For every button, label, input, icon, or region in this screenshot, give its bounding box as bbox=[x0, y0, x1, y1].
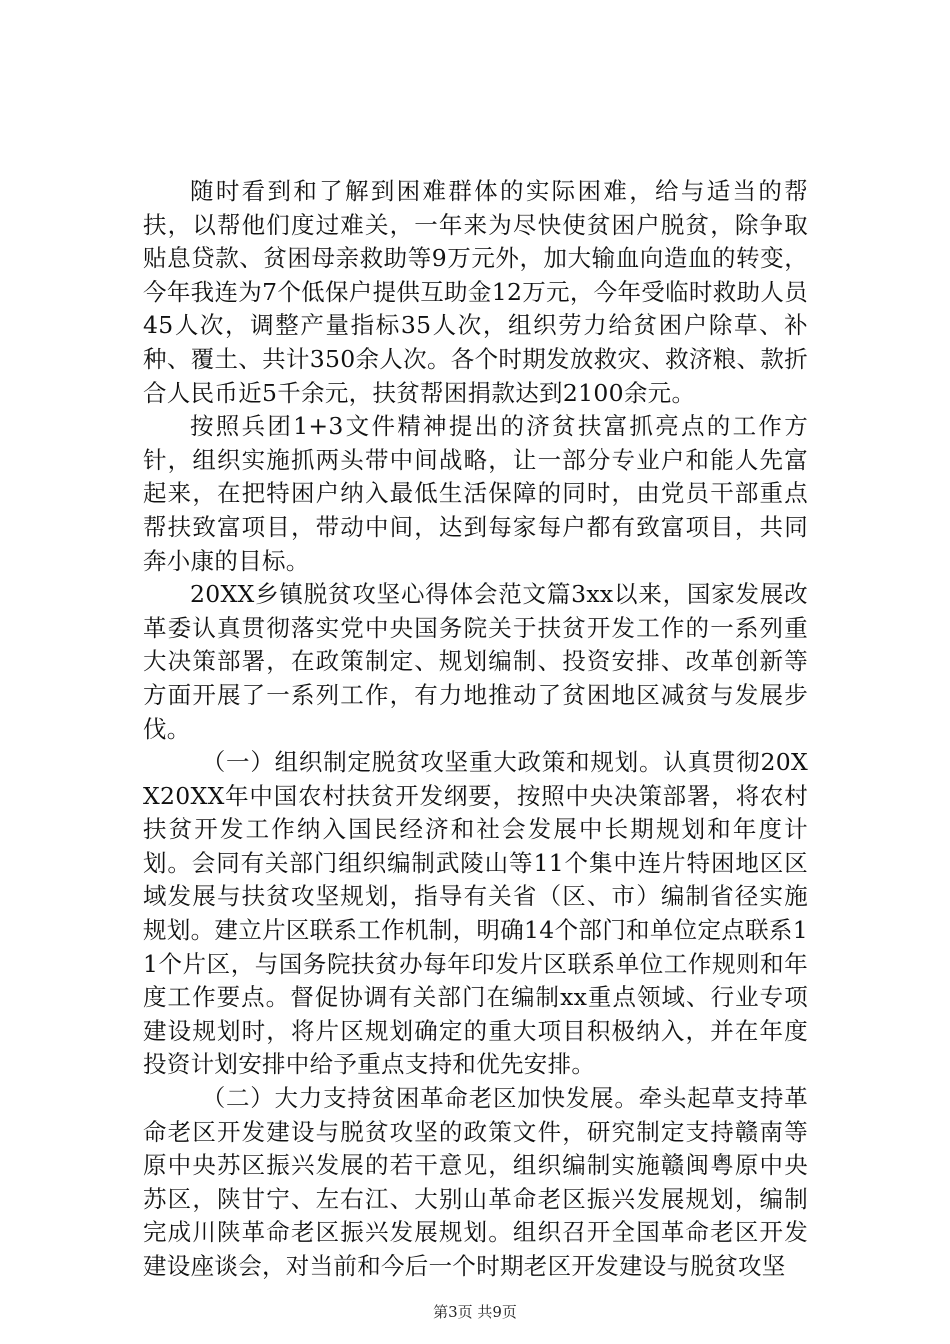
paragraph-section-one: （一）组织制定脱贫攻坚重大政策和规划。认真贯彻20XX20XX年中国农村扶贫开发纲要，按照中央决策部署，将农村扶贫开发工作纳入国民经济和社会发展中长期规划和年度计划。会同有关部门组织编制武陵山等11个集中连片特困地区区域发展与扶贫攻坚规划，指导有关省（区、市）编制省径实施规划。建立片区联系工作机制，明确14个部门和单位定点联系11个片区，与国务院扶贫办每年印发片区联系单位工作规则和年度工作要点。督促协调有关部门在编制xx重点领域、行业专项建设规划时，将片区规划确定的重大项目积极纳入，并在年度投资计划安排中给予重点支持和优先安排。 bbox=[143, 748, 808, 1079]
paragraph-relief-work: 随时看到和了解到困难群体的实际困难，给与适当的帮扶，以帮他们度过难关，一年来为尽快使贫困户脱贫，除争取贴息贷款、贫困母亲救助等9万元外，加大输血向造血的转变，今年我连为7个低保户提供互助金12万元，今年受临时救助人员45人次，调整产量指标35人次，组织劳力给贫困户除草、补种、覆土、共计350余人次。各个时期发放救灾、救济粮、款折合人民币近5千余元，扶贫帮困捐款达到2100余元。 bbox=[143, 177, 808, 407]
paragraph-section-two: （二）大力支持贫困革命老区加快发展。牵头起草支持革命老区开发建设与脱贫攻坚的政策文件，研究制定支持赣南等原中央苏区振兴发展的若干意见，组织编制实施赣闽粤原中央苏区，陕甘宁、左右江、大别山革命老区振兴发展规划，编制完成川陕革命老区振兴发展规划。组织召开全国革命老区开发建设座谈会，对当前和今后一个时期老区开发建设与脱贫攻坚 bbox=[143, 1084, 808, 1280]
paragraph-essay-intro: 20XX乡镇脱贫攻坚心得体会范文篇3xx以来，国家发展改革委认真贯彻落实党中央国务院关于扶贫开发工作的一系列重大决策部署，在政策制定、规划编制、投资安排、改革创新等方面开展了一系列工作，有力地推动了贫困地区减贫与发展步伐。 bbox=[143, 580, 808, 743]
page-footer bbox=[0, 1302, 950, 1322]
paragraph-bingtuan-policy: 按照兵团1+3文件精神提出的济贫扶富抓亮点的工作方针，组织实施抓两头带中间战略，让一部分专业户和能人先富起来，在把特困户纳入最低生活保障的同时，由党员干部重点帮扶致富项目，带动中间，达到每家每户都有致富项目，共同奔小康的目标。 bbox=[143, 412, 808, 575]
page-number-indicator: 第3页 共9页 bbox=[433, 1303, 517, 1321]
document-body bbox=[143, 175, 808, 1284]
